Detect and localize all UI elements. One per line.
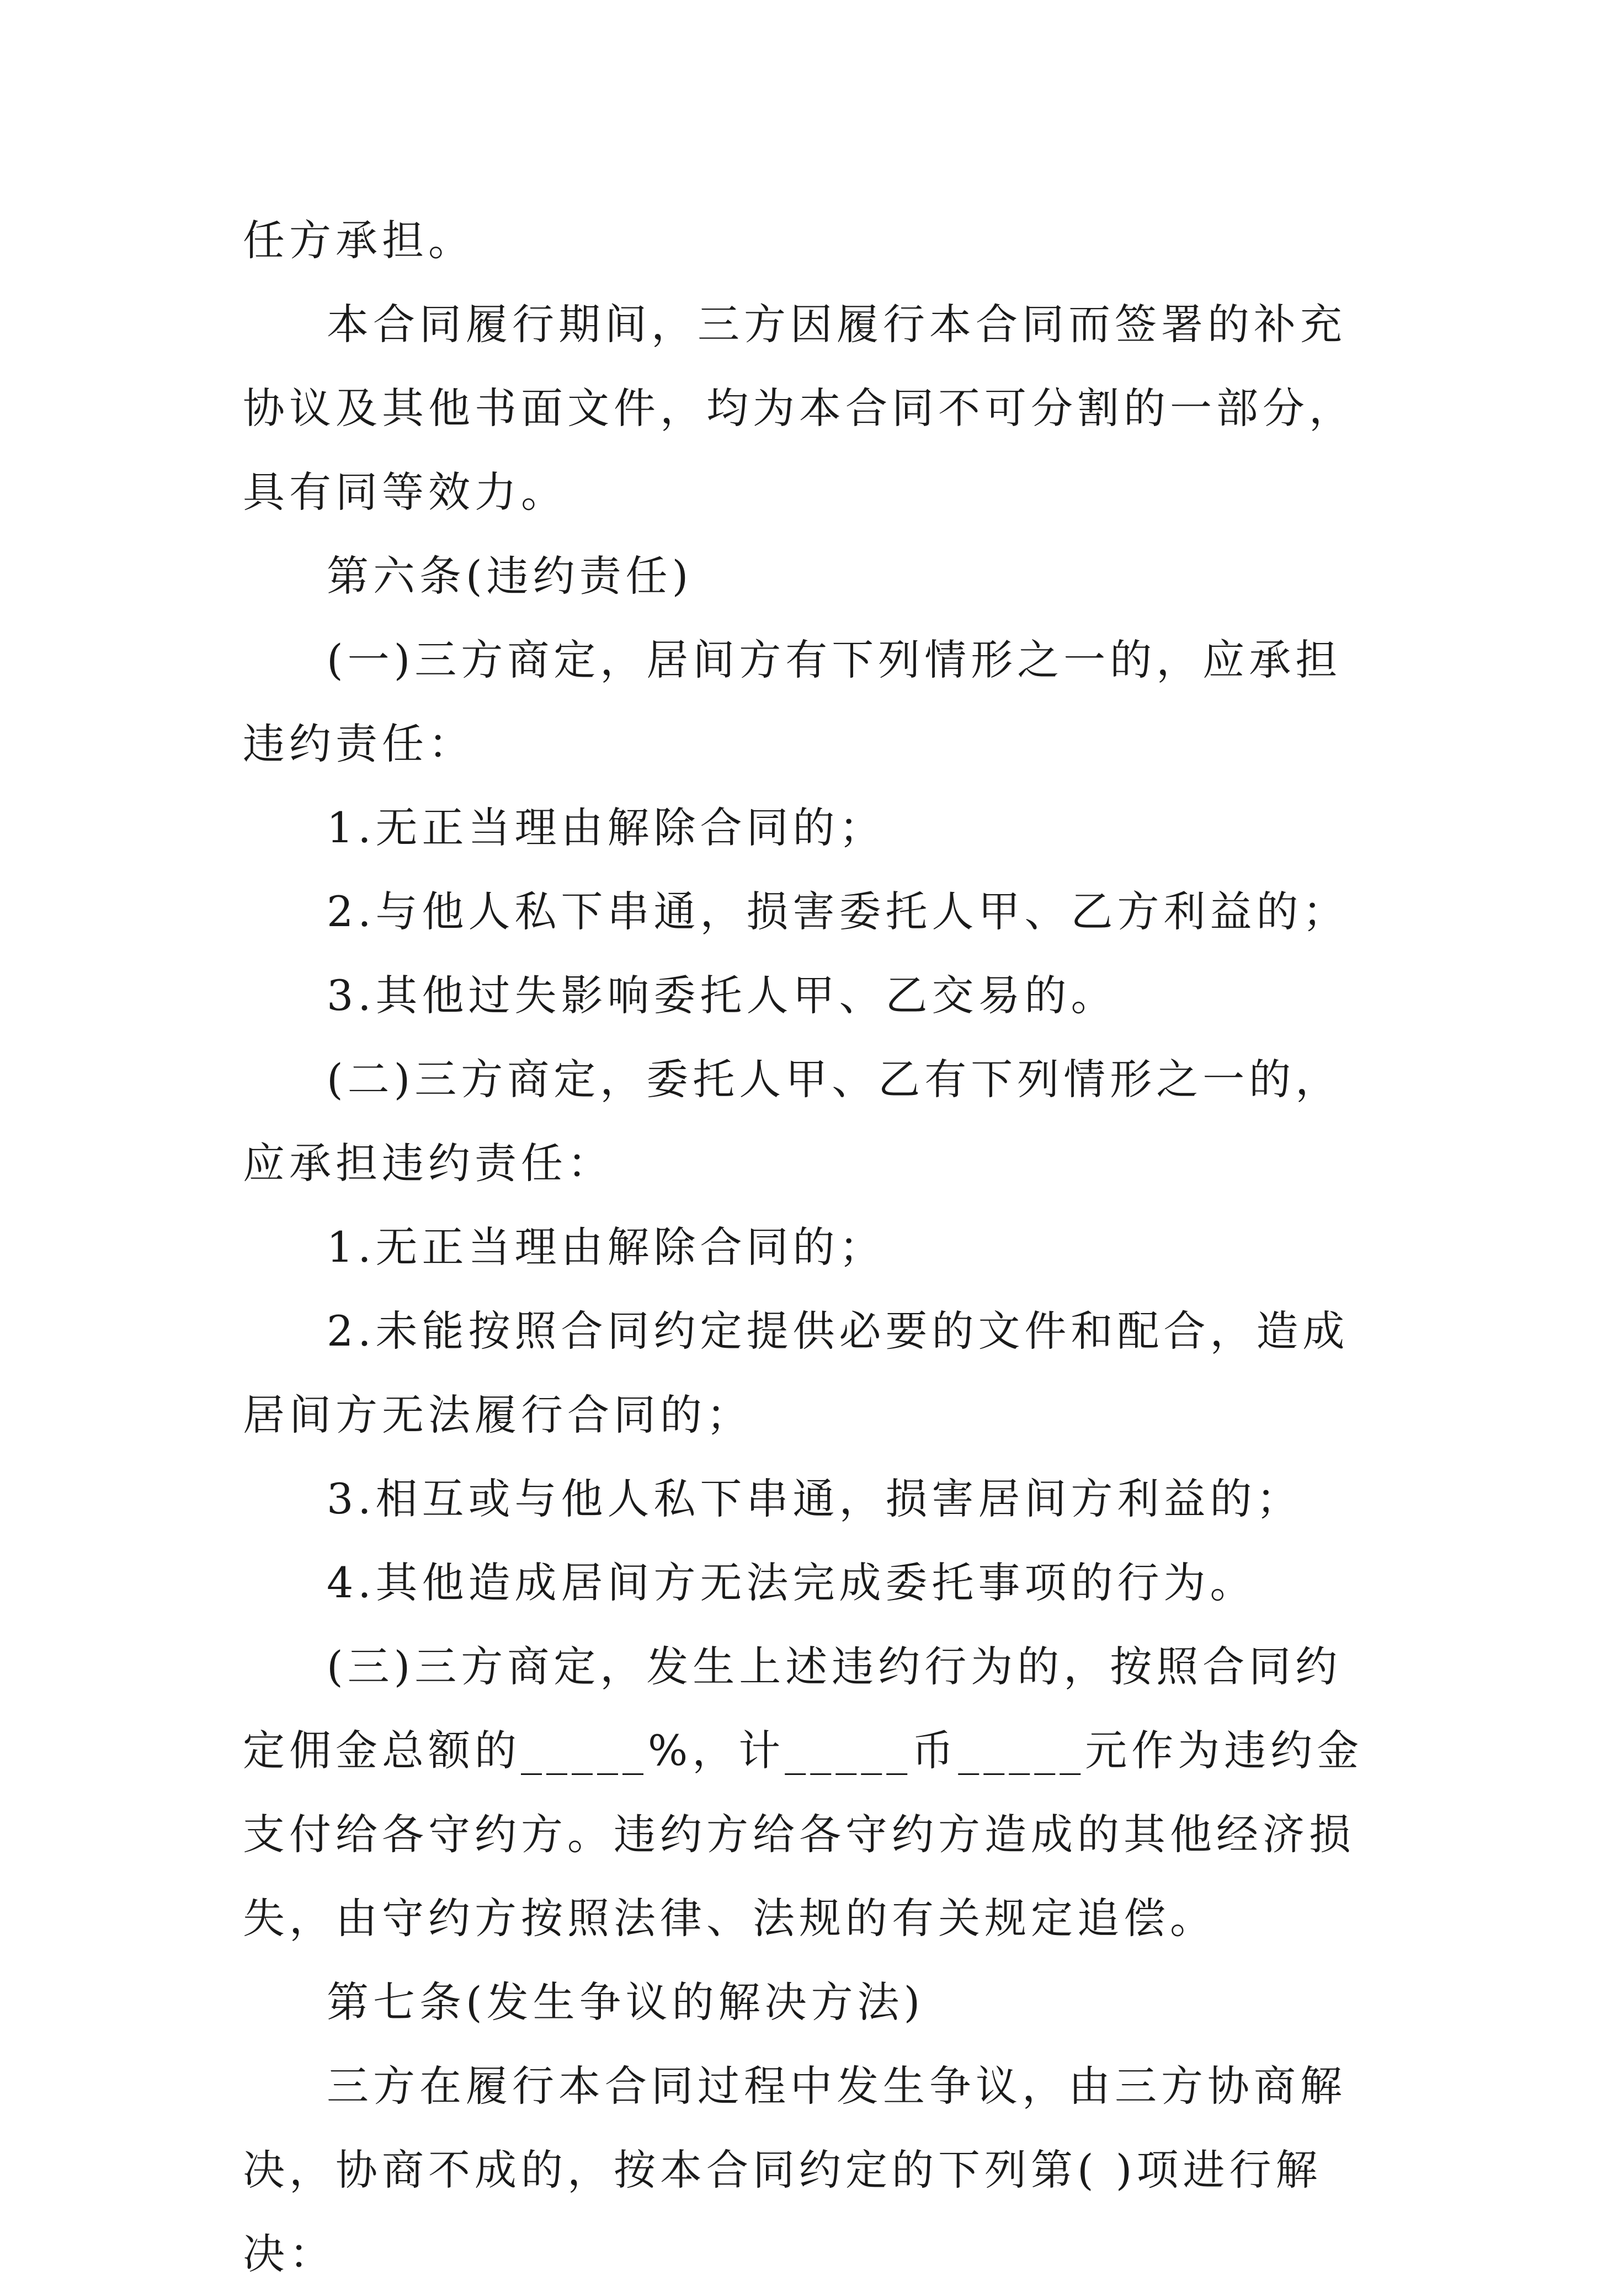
paragraph: (二)三方商定，委托人甲、乙有下列情形之一的，应承担违约责任： [243, 1055, 1342, 1188]
list-item: 1.无正当理由解除合同的； [327, 803, 886, 852]
paragraph: (一)三方商定，居间方有下列情形之一的，应承担违约责任： [243, 635, 1342, 768]
list-item: 1.无正当理由解除合同的； [327, 1223, 886, 1272]
list-item: 3.其他过失影响委托人甲、乙交易的。 [327, 971, 1117, 1020]
paragraph: 本合同履行期间，三方因履行本合同而签署的补充协议及其他书面文件，均为本合同不可分割的一部分，具有同等效力。 [243, 300, 1355, 517]
list-item: 2.未能按照合同约定提供必要的文件和配合，造成居间方无法履行合同的； [243, 1306, 1349, 1439]
paragraph: 任方承担。 [243, 216, 475, 265]
section-heading: 第七条(发生争议的解决方法) [327, 1978, 925, 2027]
section-heading: 第六条(违约责任) [327, 551, 693, 600]
document-body [243, 199, 1369, 2296]
paragraph: (三)三方商定，发生上述违约行为的，按照合同约定佣金总额的_____%，计_____币_____元作为违约金支付给各守约方。违约方给各守约方造成的其他经济损失，由守约方按照法律、法规的有关规定追偿。 [243, 1642, 1364, 1943]
list-item: 4.其他造成居间方无法完成委托事项的行为。 [327, 1558, 1257, 1607]
paragraph: 三方在履行本合同过程中发生争议，由三方协商解决，协商不成的，按本合同约定的下列第( )项进行解决： [243, 2061, 1346, 2278]
list-item: 3.相互或与他人私下串通，损害居间方利益的； [327, 1474, 1303, 1523]
list-item: 2.与他人私下串通，损害委托人甲、乙方利益的； [327, 887, 1349, 936]
